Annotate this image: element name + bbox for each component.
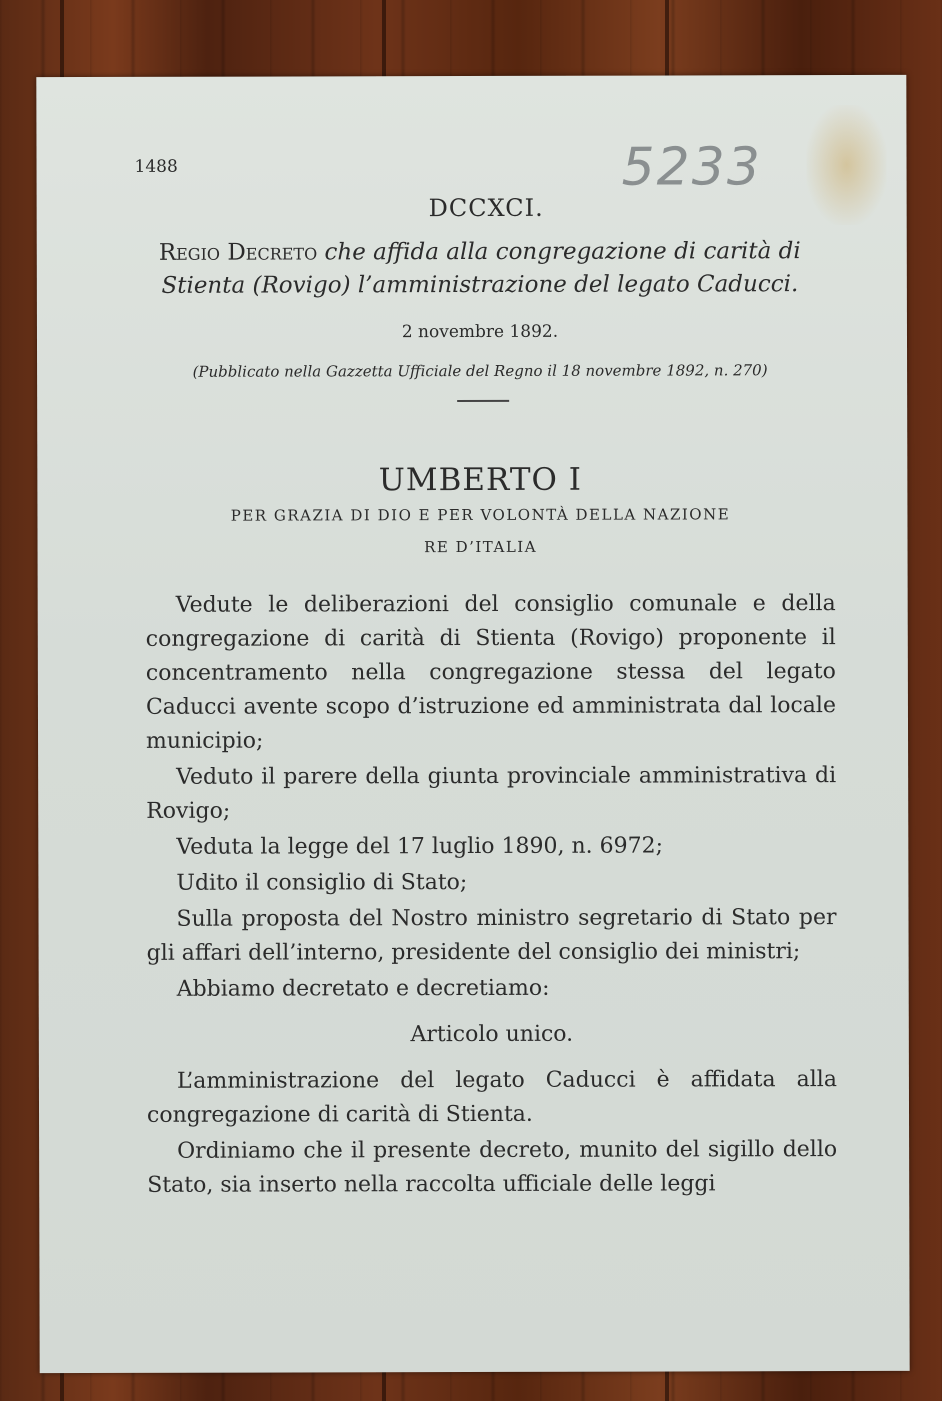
paper-stain (806, 105, 886, 225)
paragraph: Veduta la legge del 17 luglio 1890, n. 6972; (176, 833, 664, 860)
page-number: 1488 (134, 156, 178, 177)
divider-rule (457, 400, 509, 402)
heading-prefix: Regio Decreto (158, 239, 318, 266)
handwritten-note: 5233 (621, 137, 762, 198)
grace-formula: PER GRAZIA DI DIO E PER VOLONTÀ DELLA NAZIONE (230, 505, 731, 525)
paragraph: Veduto il parere della giunta provinciale amministrativa di Rovigo; (146, 763, 837, 824)
document-page (36, 75, 909, 1373)
paragraph: Vedute le deliberazioni del consiglio comunale e della congregazione di carità di Stienta (Rovigo) proponente il concentramento nella congregazione stessa del legato Caducci avente scopo d’istruzione ed amministrata dal locale municipio; (145, 591, 836, 754)
heading-text: che affida alla congregazione di carità di Stienta (Rovigo) l’amministrazione del legato Caducci. (161, 238, 801, 299)
king-name: UMBERTO I (378, 461, 583, 499)
decree-numeral: DCCXCI. (428, 193, 544, 223)
realm-title: RE D’ITALIA (424, 537, 538, 557)
decree-body (146, 587, 838, 1205)
article-paragraph: L’amministrazione del legato Caducci è affidata alla congregazione di carità di Stienta. (146, 1067, 837, 1128)
article-title: Articolo unico. (410, 1021, 574, 1048)
decree-date: 2 novembre 1892. (401, 321, 559, 343)
paragraph: Sulla proposta del Nostro ministro segretario di Stato per gli affari dell’interno, presidente del consiglio dei ministri; (146, 905, 837, 966)
decree-heading (135, 235, 825, 303)
article-paragraph: Ordiniamo che il presente decreto, munito del sigillo dello Stato, sia inserto nella raccolta ufficiale delle leggi (147, 1137, 838, 1198)
paragraph: Abbiamo decretato e decretiamo: (176, 975, 550, 1002)
publication-note: (Pubblicato nella Gazzetta Ufficiale del Regno il 18 novembre 1892, n. 270) (192, 361, 768, 381)
paragraph: Udito il consiglio di Stato; (176, 870, 468, 896)
